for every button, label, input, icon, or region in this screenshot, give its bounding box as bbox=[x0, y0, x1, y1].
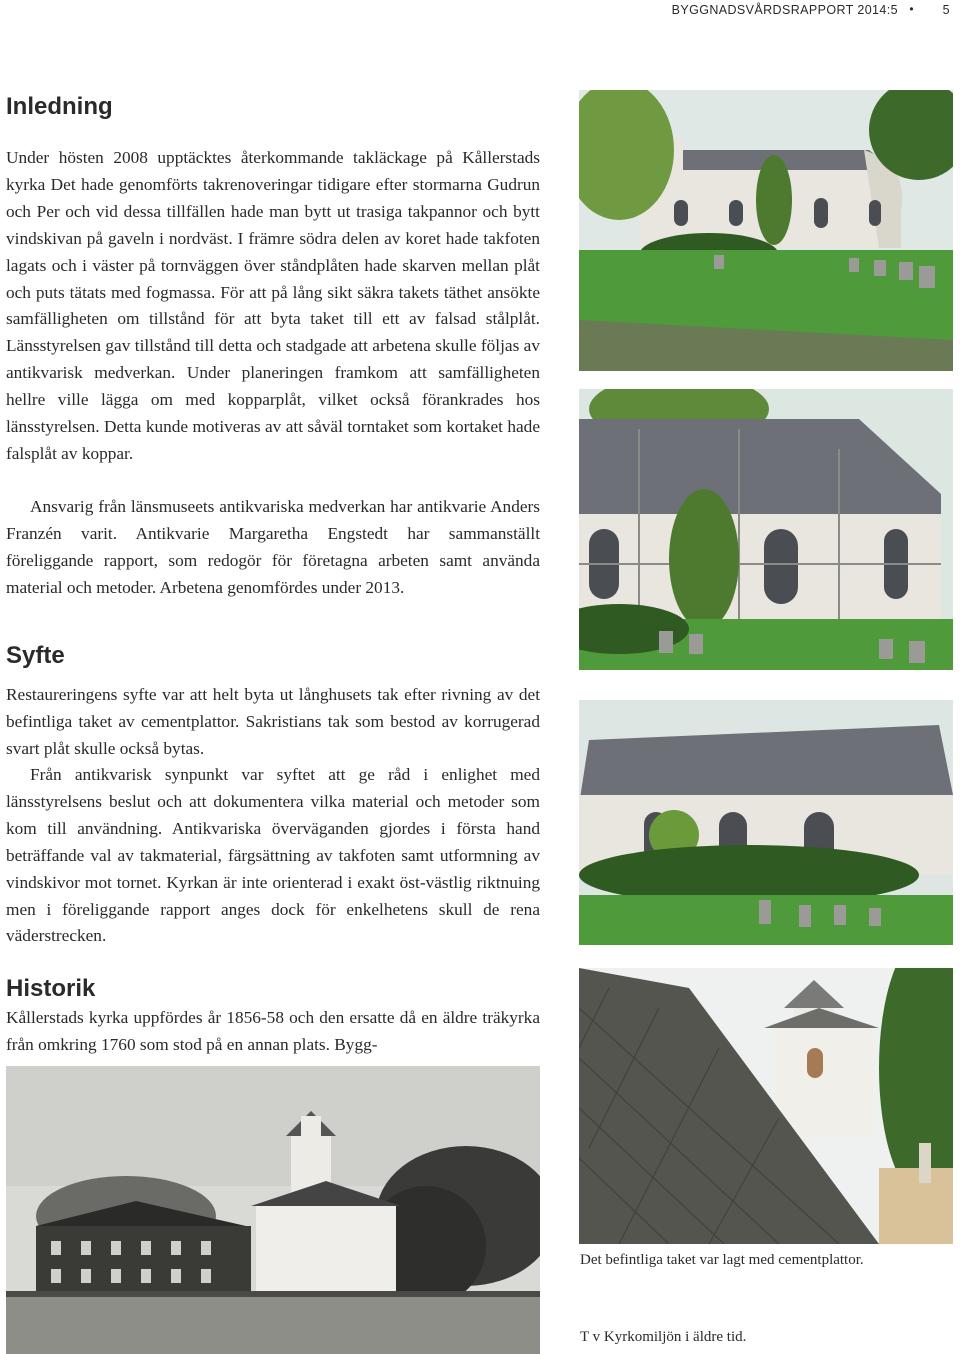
heading-syfte: Syfte bbox=[6, 642, 65, 669]
old-church-photo bbox=[6, 1066, 540, 1354]
running-title: BYGGNADSVÅRDSRAPPORT 2014:5 bbox=[671, 3, 898, 17]
roof-caption: Det befintliga taket var lagt med cementplattor. bbox=[580, 1252, 864, 1268]
page-header bbox=[0, 0, 960, 22]
church-roof-photo bbox=[579, 968, 953, 1244]
purpose-paragraph-2: Från antikvarisk synpunkt var syftet att ge råd i enlighet med länsstyrelsens beslut och att dokumentera vilka material och metoder som kom till användning. Antikvariska överväganden gjordes i första hand beträffande val av takmaterial, färgsättning av takfoten samt utformning av vindskivor mot tornet. Kyrkan är inte orienterad i exakt öst-västlig riktnuing men i föreliggande rapport anges dock för enkelhetens skull de rena väderstrecken. bbox=[6, 765, 540, 946]
church-photo-3 bbox=[579, 700, 953, 945]
page-number: 5 bbox=[942, 3, 950, 17]
heading-historik: Historik bbox=[6, 975, 96, 1002]
header-bullet: • bbox=[909, 2, 914, 16]
church-photo-1 bbox=[579, 90, 953, 371]
history-paragraph-1: Kållerstads kyrka uppfördes år 1856-58 och den ersatte då en äldre träkyrka från omkring 1760 som stod på en annan plats. Bygg- bbox=[6, 1008, 540, 1054]
heading-inledning: Inledning bbox=[6, 93, 113, 120]
intro-paragraph-1: Under hösten 2008 upptäcktes återkommande takläckage på Kållerstads kyrka Det hade genomförts takrenoveringar tidigare efter stormarna Gudrun och Per och vid dessa tillfällen hade man bytt ut trasiga takpannor och bytt vindskivan på gaveln i nordväst. I främre södra delen av koret hade takfoten lagats och i väster på tornväggen över ståndplåten hade skarven mellan plåt och puts tätats med fogmassa. För att på lång sikt säkra takets täthet ansökte samfälligheten om tillstånd för att byta taket till ett av falsad stålplåt. Länsstyrelsen gav tillstånd till detta och stadgade att arbetena skulle följas av antikvarisk medverkan. Under planeringen framkom att samfälligheten hellre ville lägga om med kopparplåt, vilket också förankrades hos länsstyrelsen. Detta kunde motiveras av att såväl torntaket som kortaket hade falsplåt av koppar. bbox=[6, 148, 540, 463]
intro-paragraph-2: Ansvarig från länsmuseets antikvariska medverkan har antikvarie Anders Franzén varit. Antikvarie Margaretha Engstedt har sammanställt föreliggande rapport, som redogör för företagna arbeten samt använda material och metoder. Arbetena genomfördes under 2013. bbox=[6, 497, 540, 597]
old-photo-caption: T v Kyrkomiljön i äldre tid. bbox=[580, 1329, 747, 1345]
purpose-paragraph-1: Restaureringens syfte var att helt byta ut långhusets tak efter rivning av det befintliga taket av cementplattor. Sakristians tak som bestod av korrugerad svart plåt skulle också bytas. bbox=[6, 685, 540, 758]
church-photo-2 bbox=[579, 389, 953, 670]
